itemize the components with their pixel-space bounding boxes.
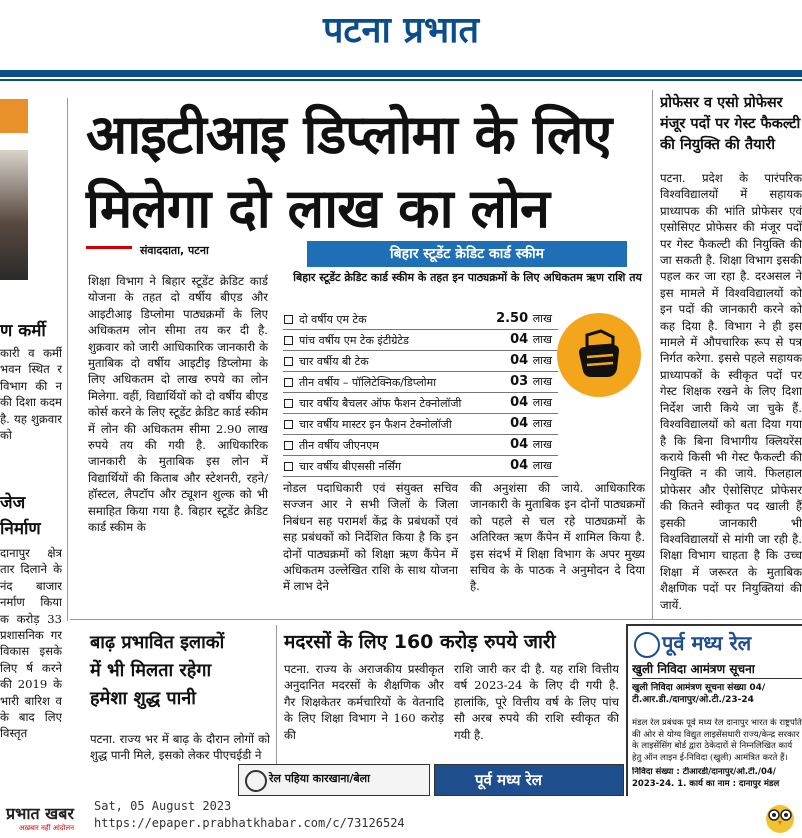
- checkbox-icon: [284, 399, 293, 408]
- course-name: पांच वर्षीय एम टेक इंटीग्रेटेड: [299, 334, 409, 347]
- main-article-col3: [470, 480, 645, 615]
- flood-headline-1: बाढ़ प्रभावित इलाकों: [90, 632, 225, 653]
- rail-ad-2-title: पूर्व मध्य रेल: [475, 771, 542, 789]
- checkbox-icon: [284, 462, 293, 471]
- course-amount-value: 2.50: [496, 311, 529, 326]
- checkbox-icon: [284, 357, 293, 366]
- footer: [0, 796, 802, 837]
- main-article-col1-text: शिक्षा विभाग ने बिहार स्टूडेंट क्रेडिट कार्ड योजना के तहत दो वर्षीय बीएड और आइटीआइ डिप्लोमा पाठ्यक्रमों के लिए अधिकतम लोन सीमा तय कर दी है. शुक्रवार को जारी आधिकारिक जानकारी के मुताबिक दो वर्षीय आइटीइ डिप्लोमा के लिए अधिकतम दो लाख रुपये का लोन मिलेगा. वहीं, विद्यार्थियों को दो वर्षीय बीएड कोर्स करने के लिए स्टूडेंट क्रेडिट कार्ड स्कीम में लोन की अधिकतम सीमा 2.90 लाख रुपये तय की गयी है. आधिकारिक जानकारी के मुताबिक इस लोन में विद्यार्थियों की किताब और स्टेशनरी, रहने/हॉस्टल, लैपटॉप और ट्यूशन शुल्क को भी समाहित किया गया है. बिहार स्टूडेंट क्रेडिट कार्ड स्कीम के: [88, 274, 268, 535]
- course-name: तीन वर्षीय – पॉलिटेक्निक/डिप्लोमा: [299, 376, 437, 389]
- scheme-course-list: [283, 309, 558, 477]
- scheme-course-row: [283, 309, 558, 330]
- course-amount-unit: लाख: [532, 312, 552, 325]
- course-name: चार वर्षीय मास्टर इन फैशन टेक्नोलॉजी: [299, 418, 452, 431]
- byline-bar: [86, 246, 132, 249]
- course-amount: [510, 395, 552, 410]
- course-name: तीन वर्षीय जीएनएम: [299, 439, 379, 452]
- masthead-title: पटना प्रभात: [322, 10, 480, 51]
- scheme-course-row: [283, 351, 558, 372]
- tender-rail-title: पूर्व मध्य रेल: [662, 631, 752, 655]
- left-photo-person: [0, 150, 28, 280]
- checkbox-icon: [284, 378, 293, 387]
- scheme-box-subtitle: बिहार स्टूडेंट क्रेडिट कार्ड स्कीम के तहत इन पाठ्यक्रमों के लिए अधिकतम ऋण राशि तय: [293, 271, 642, 284]
- header-rule: [0, 70, 802, 77]
- owl-icon: [764, 800, 796, 838]
- scheme-box-title: बिहार स्टूडेंट क्रेडिट कार्ड स्कीम: [307, 241, 627, 267]
- footer-url[interactable]: https://epaper.prabhatkhabar.com/c/73126524: [94, 816, 405, 830]
- tender-number: निविदा संख्या : टीआरडी/दानापुर/ओ.टी./04/ 2023-24. 1. कार्य का नाम : दानापुर मंडल: [632, 767, 780, 789]
- checkbox-icon: [284, 441, 293, 450]
- scheme-course-row: [283, 414, 558, 435]
- course-amount: [510, 332, 552, 347]
- tender-text: मंडल रेल प्रबंधक पूर्व मध्य रेल दानापुर भारत के राष्ट्रपति की ओर से योग्य विद्युत लाइसेंसधारी राज्य/केन्द्र सरकार के लाइसेंसिंग बोर्ड द्वारा ठेकेदारों से निम्नलिखित कार्य हेतु ऑन लाइन ई-निविदा (खुली) आमंत्रित करते हैं।: [632, 718, 802, 763]
- money-fist-icon: [557, 313, 641, 397]
- course-amount-value: 04: [510, 353, 529, 368]
- wheel-icon: [245, 770, 267, 792]
- course-amount: [510, 374, 552, 389]
- course-amount: [510, 353, 552, 368]
- course-amount-value: 04: [510, 416, 529, 431]
- scheme-course-row: [283, 456, 558, 477]
- course-amount-unit: लाख: [532, 459, 552, 472]
- left-text-1: कारी व कर्मी भवन स्थित र विभाग की न की दिशा कदम है. यह शुक्रवार को: [0, 346, 62, 443]
- left-headline-2a: जेज: [0, 493, 26, 513]
- left-text-2: दानापुर क्षेत्र तार दिलाने के नंद बाजार नर्माण किया क करोड़ 33 प्रशासनिक गर विकास इसके लिए र्ष करने की 2019 के भारी बारिश व के बाद लिए विस्तृत: [0, 546, 62, 741]
- right-headline-2: मंजूर पदों पर गेस्ट फैकल्टी: [660, 116, 801, 132]
- course-amount-unit: लाख: [532, 375, 552, 388]
- scheme-course-row: [283, 435, 558, 456]
- rail-wheel-ad: [238, 764, 430, 796]
- byline: संवाददाता, पटना: [140, 244, 209, 257]
- footer-tagline: अख़बार नहीं आंदोलन: [19, 824, 74, 832]
- rail-ad-2: [434, 764, 624, 796]
- checkbox-icon: [284, 420, 293, 429]
- course-amount-value: 04: [510, 437, 529, 452]
- course-amount-unit: लाख: [532, 417, 552, 430]
- course-amount-value: 04: [510, 332, 529, 347]
- course-name: चार वर्षीय बीएससी नर्सिंग: [299, 460, 402, 473]
- flood-text: पटना. राज्य भर में बाढ़ के दौरान लोगों को शुद्ध पानी मिले, इसको लेकर पीएचईडी ने: [90, 732, 270, 763]
- course-name: दो वर्षीय एम टेक: [299, 313, 367, 326]
- masthead: [0, 0, 802, 52]
- tender-subtitle: खुली निविदा आमंत्रण सूचना संख्या 04/ टी.आर.डी./दानापुर/ओ.टी./23-24: [632, 683, 766, 705]
- course-amount: [510, 458, 552, 473]
- footer-brand-logo: [6, 802, 74, 833]
- course-amount-unit: लाख: [532, 333, 552, 346]
- checkbox-icon: [284, 336, 293, 345]
- divider-left: [67, 98, 68, 621]
- right-headline-3: की नियुक्ति की तैयारी: [660, 137, 776, 153]
- flood-headline-3: हमेशा शुद्ध पानी: [90, 688, 196, 709]
- main-article-col3-text: की अनुशंसा की जाये. आधिकारिक जानकारी के मुताबिक इन दोनों पाठ्यक्रमों को पहले से चल रहे पाठ्यक्रमों के अतिरिक्त ऋण कैंपेन में शामिल किया है. इस संदर्भ में शिक्षा विभाग के अपर मुख्य सचिव के के पाठक ने अनुमोदन दे दिया है.: [470, 481, 645, 594]
- main-headline: [86, 98, 642, 246]
- scheme-course-row: [283, 393, 558, 414]
- course-amount: [496, 311, 552, 326]
- course-amount-value: 04: [510, 458, 529, 473]
- scheme-course-row: [283, 330, 558, 351]
- tender-rail-logo: [634, 632, 660, 658]
- main-headline-line1: आइटीआइ डिप्लोमा के लिए: [86, 103, 612, 166]
- course-amount: [510, 437, 552, 452]
- course-amount-value: 03: [510, 374, 529, 389]
- checkbox-icon: [284, 315, 293, 324]
- divider-lower: [70, 619, 802, 620]
- right-article-text: पटना. प्रदेश के पारंपरिक विश्वविद्यालयों में सहायक प्राध्यापक की भांति प्रोफेसर एवं एसोसिएट प्रोफेसर की मंजूर पदों पर गेस्ट फैकल्टी की नियुक्ति की जा सकती है. शिक्षा विभाग इसकी पहल कर जा रहा है. दरअसल ने इस मामले में विश्वविद्यालयों को इन पदों की जानकारी करने को कह दिया है. विभाग ने ही इस मामले में औपचारिक रूप से पत्र निर्गत करेगा. इससे पहले सहायक प्राध्यापकों के स्वीकृत पदों पर गेस्ट शिक्षक रखने के लिए दिशा निर्देश जारी किये जा चुके हैं. विश्वविद्यालयों को बता दिया गया है कि बिना विभागीय क्लियरेंस कराये किसी भी गेस्ट फैकल्टी की नियुक्ति न की जाये. फिलहाल प्रोफेसर और ऐसोसिएट प्रोफेसर की कितने स्वीकृत पद खाली हैं इसकी जानकारी भी विश्वविद्यालयों से मांगी जा रही है. शिक्षा विभाग चाहता है कि उच्च शिक्षा में जरूरत के मुताबिक शैक्षणिक पदों पर नियुक्तियां की जायें.: [660, 171, 802, 612]
- flood-headline: [90, 629, 275, 713]
- rail-wheel-title: रेल पहिया कारखाना/बेला: [269, 772, 370, 785]
- course-amount: [510, 416, 552, 431]
- main-article-col1: [88, 273, 268, 613]
- course-amount-unit: लाख: [532, 438, 552, 451]
- left-headline-1: ण कर्मी: [0, 321, 46, 341]
- left-headline-2b: निर्माण: [0, 519, 41, 539]
- header-rule-thin: [0, 79, 802, 81]
- course-name: चार वर्षीय बी टेक: [299, 355, 369, 368]
- course-amount-unit: लाख: [532, 354, 552, 367]
- madrasa-headline: मदरसों के लिए 160 करोड़ रुपये जारी: [284, 631, 556, 653]
- scheme-course-row: [283, 372, 558, 393]
- course-name: चार वर्षीय बैचलर ऑफ फैशन टेक्नोलॉजी: [299, 397, 462, 410]
- course-amount-value: 04: [510, 395, 529, 410]
- tender-ad: [626, 624, 802, 798]
- left-photo: [0, 99, 28, 133]
- main-article-col2: [283, 480, 458, 615]
- course-amount-unit: लाख: [532, 396, 552, 409]
- main-article-col2-text: नोडल पदाधिकारी एवं संयुक्त सचिव सज्जन आर ने सभी जिलों के जिला निबंधन सह परामर्श केंद्र के प्रबंधकों एवं सह प्रबंधकों को निर्देशित किया है कि इन दोनों पाठ्यक्रमों को शिक्षा ऋण कैंपेन में अधिकतम उल्लेखित राशि के साथ योजना में लाभ देने: [283, 481, 458, 594]
- main-headline-line2: मिलेगा दो लाख का लोन: [86, 177, 549, 240]
- right-headline: [660, 93, 802, 156]
- footer-brand: प्रभात खबर: [6, 804, 74, 823]
- flood-headline-2: में भी मिलता रहेगा: [90, 660, 212, 681]
- divider-main-right: [652, 90, 653, 620]
- madrasa-col1: पटना. राज्य के अराजकीय प्रस्वीकृत अनुदानित मदरसों के शैक्षणिक और गैर शिक्षकेतर कर्मचारियों के वेतनादि के लिए शिक्षा विभाग ने 160 करोड़ की: [284, 662, 444, 742]
- madrasa-col2: राशि जारी कर दी है. यह राशि वित्तीय वर्ष 2023-24 के लिए दी गयी है. हालांकि, पूरे वित्तीय वर्ष के लिए पांच सौ अरब रुपये की राशि स्वीकृत की गयी है.: [454, 662, 619, 742]
- right-headline-1: प्रोफेसर व एसो प्रोफेसर: [660, 95, 783, 111]
- footer-date: Sat, 05 August 2023: [94, 799, 232, 813]
- tender-title: खुली निविदा आमंत्रण सूचना: [632, 660, 802, 679]
